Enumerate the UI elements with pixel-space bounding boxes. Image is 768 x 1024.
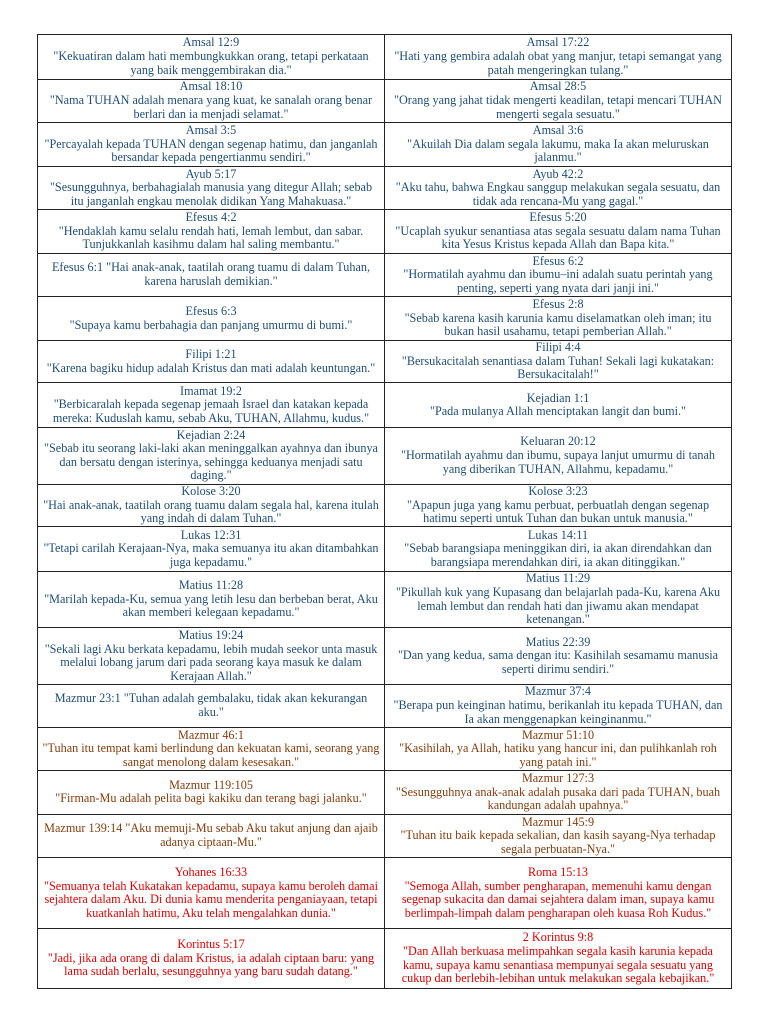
- verse-row: [38, 814, 732, 858]
- verse-cell: [38, 771, 385, 815]
- verse-text: "Dan yang kedua, sama dengan itu: Kasihilah sesamamu manusia seperti dirimu sendiri.": [397, 648, 719, 677]
- verse-text: "Hormatilah ayahmu dan ibumu, supaya lanjut umurmu di tanah yang diberikan TUHAN, Allahmu, kepadamu.": [401, 447, 715, 476]
- verse-reference: Efesus 6:2: [532, 253, 584, 268]
- verse-reference: Matius 19:24: [178, 628, 244, 643]
- verse-text: "Karena bagiku hidup adalah Kristus dan mati adalah keuntungan.": [46, 360, 376, 375]
- verse-row: [38, 297, 732, 341]
- verse-cell: [385, 484, 732, 527]
- verse-text: "Berbicaralah kepada segenap jemaah Israel dan katakan kepada mereka: Kuduslah kamu, sebab Aku, TUHAN, Allahmu, kudus.": [52, 397, 370, 425]
- verse-cell: [385, 727, 732, 771]
- verse-text: "Semuanya telah Kukatakan kepadamu, supaya kamu beroleh damai sejahtera dalam Aku. Di dunia kamu menderita penganiayaan, tetapi kuatkanlah hatimu, Aku telah mengalahkan dunia.": [44, 878, 378, 920]
- verse-text: "Tuhan itu baik kepada sekalian, dan kasih sayang-Nya terhadap segala perbuatan-Nya.": [400, 828, 716, 856]
- verse-text: "Kasihilah, ya Allah, hatiku yang hancur ini, dan pulihkanlah roh yang patah ini.": [399, 741, 717, 769]
- verse-cell: [38, 858, 385, 929]
- verse-cell: [38, 79, 385, 123]
- verse-row: [38, 79, 732, 123]
- verse-cell: [38, 383, 385, 428]
- verse-cell: [385, 527, 732, 572]
- verse-text: "Nama TUHAN adalah menara yang kuat, ke sanalah orang benar berlari dan ia menjadi selamat.": [49, 93, 373, 121]
- verse-reference: Mazmur 51:10: [521, 727, 595, 742]
- verse-cell: [385, 771, 732, 815]
- verse-text: "Dan Allah berkuasa melimpahkan segala kasih karunia kepada kamu, supaya kamu senantiasa mempunyai segala sesuatu yang cukup dan berlebih-lebihan untuk melakukan segala kebajikan.": [401, 943, 715, 986]
- verse-text: "Akuilah Dia dalam segala lakumu, maka Ia akan meluruskan jalanmu.": [407, 136, 709, 165]
- verse-cell: [385, 858, 732, 929]
- verse-reference: Mazmur 139:14: [44, 821, 123, 836]
- verse-reference: Ayub 42:2: [532, 166, 584, 181]
- verse-reference: Roma 15:13: [528, 865, 588, 880]
- verse-row: [38, 527, 732, 572]
- verse-row: [38, 484, 732, 527]
- verse-cell: [38, 210, 385, 254]
- verse-reference: Amsal 3:6: [532, 122, 584, 137]
- verse-table: [37, 34, 732, 989]
- verse-cell: [38, 297, 385, 341]
- verse-cell: [385, 929, 732, 989]
- verse-text: "Hati yang gembira adalah obat yang manjur, tetapi semangat yang patah mengeringkan tulang.": [394, 48, 722, 77]
- verse-reference: Lukas 12:31: [180, 527, 242, 542]
- verse-text: "Semoga Allah, sumber pengharapan, memenuhi kamu dengan segenap sukacita dan damai sejahtera dalam iman, supaya kamu berlimpah-limpah dalam pengharapan oleh kuasa Roh Kudus.": [401, 878, 715, 920]
- verse-text: "Sebab karena kasih karunia kamu diselamatkan oleh iman; itu bukan hasil usahamu, tetapi pemberian Allah.": [404, 310, 712, 339]
- verse-row: [38, 123, 732, 167]
- verse-row: [38, 685, 732, 728]
- verse-reference: Matius 11:29: [525, 571, 591, 586]
- verse-text: "Orang yang jahat tidak mengerti keadilan, tetapi mencari TUHAN mengerti segala sesuatu.": [394, 93, 722, 121]
- verse-cell: [38, 253, 385, 297]
- verse-text: "Hai anak-anak, taatilah orang tuamu di dalam Tuhan, karena haruslah demikian.": [106, 260, 371, 288]
- verse-reference: Lukas 14:11: [527, 527, 589, 542]
- verse-row: [38, 166, 732, 210]
- verse-row: [38, 628, 732, 685]
- verse-row: [38, 340, 732, 383]
- verse-reference: Amsal 28:5: [529, 79, 587, 94]
- verse-reference: Efesus 5:20: [529, 210, 587, 225]
- verse-cell: [385, 297, 732, 341]
- verse-text: "Sesungguhnya, berbahagialah manusia yang ditegur Allah; sebab itu janganlah engkau menolak didikan Yang Mahakuasa.": [49, 180, 373, 208]
- verse-reference: Filipi 1:21: [185, 347, 237, 361]
- verse-text: "Percayalah kepada TUHAN dengan segenap hatimu, dan janganlah bersandar kepada pengertianmu sendiri.": [44, 136, 378, 165]
- verse-cell: [38, 628, 385, 685]
- verse-cell: [38, 527, 385, 572]
- verse-text: "Berapa pun keinginan hatimu, berikanlah itu kepada TUHAN, dan Ia akan menggenapkan keinginanmu.": [393, 698, 723, 726]
- verse-row: [38, 929, 732, 989]
- verse-row: [38, 571, 732, 628]
- verse-row: [38, 35, 732, 80]
- verse-table-body: [38, 35, 732, 989]
- verse-reference: Amsal 18:10: [179, 79, 243, 94]
- verse-row: [38, 427, 732, 484]
- verse-row: [38, 253, 732, 297]
- verse-cell: [38, 35, 385, 80]
- verse-reference: Filipi 4:4: [535, 340, 581, 355]
- verse-text: "Bersukacitalah senantiasa dalam Tuhan! Sekali lagi kukatakan: Bersukacitalah!": [401, 353, 715, 382]
- verse-text: "Sekali lagi Aku berkata kepadamu, lebih mudah seekor unta masuk melalui lobang jarum dari pada seorang kaya masuk ke dalam Kerajaan Allah.": [44, 641, 378, 683]
- verse-cell: [38, 929, 385, 989]
- verse-cell: [385, 427, 732, 484]
- verse-text: "Pikullah kuk yang Kupasang dan belajarlah pada-Ku, karena Aku lemah lembut dan rendah hati dan jiwamu akan mendapat ketenangan.": [395, 584, 721, 627]
- verse-text: "Tuhan itu tempat kami berlindung dan kekuatan kami, seorang yang sangat menolong dalam kesesakan.": [42, 741, 380, 769]
- verse-cell: [385, 35, 732, 80]
- verse-cell: [385, 340, 732, 383]
- verse-cell: [385, 123, 732, 167]
- verse-reference: Korintus 5:17: [177, 937, 245, 952]
- verse-cell: [38, 727, 385, 771]
- verse-reference: Amsal 3:5: [185, 122, 237, 137]
- verse-text: "Pada mulanya Allah menciptakan langit dan bumi.": [429, 404, 686, 419]
- verse-reference: Matius 22:39: [525, 634, 591, 649]
- verse-cell: [38, 166, 385, 210]
- verse-text: "Hendaklah kamu selalu rendah hati, lemah lembut, dan sabar. Tunjukkanlah kasihmu dalam hal saling membantu.": [58, 223, 364, 252]
- verse-cell: [38, 427, 385, 484]
- verse-cell: [38, 571, 385, 628]
- verse-text: "Sesungguhnya anak-anak adalah pusaka dari pada TUHAN, buah kandungan adalah upahnya.": [395, 784, 721, 813]
- verse-reference: 2 Korintus 9:8: [522, 930, 594, 945]
- verse-row: [38, 771, 732, 815]
- verse-reference: Efesus 6:1: [51, 260, 104, 275]
- verse-reference: Kejadian 2:24: [176, 427, 246, 442]
- verse-reference: Efesus 6:3: [185, 303, 237, 318]
- verse-text: "Hormatilah ayahmu dan ibumu–ini adalah suatu perintah yang penting, seperti yang nyata dari janji ini.": [403, 267, 713, 295]
- verse-cell: [38, 814, 385, 858]
- verse-reference: Amsal 12:9: [182, 35, 240, 50]
- verse-cell: [38, 340, 385, 383]
- verse-reference: Yohanes 16:33: [174, 865, 248, 880]
- verse-text: "Sebab itu seorang laki-laki akan meninggalkan ayahnya dan ibunya dan bersatu dengan isterinya, sehingga keduanya menjadi satu daging.": [44, 441, 378, 483]
- verse-reference: Amsal 17:22: [526, 35, 590, 50]
- verse-text: "Aku memuji-Mu sebab Aku takut anjung dan ajaib adanya ciptaan-Mu.": [125, 821, 378, 849]
- verse-text: "Jadi, jika ada orang di dalam Kristus, ia adalah ciptaan baru: yang lama sudah berlalu, sesungguhnya yang baru sudah datang.": [47, 950, 375, 979]
- verse-cell: [385, 166, 732, 210]
- verse-cell: [385, 210, 732, 254]
- verse-cell: [385, 685, 732, 728]
- verse-reference: Ayub 5:17: [185, 166, 237, 181]
- verse-reference: Mazmur 127:3: [521, 771, 595, 786]
- verse-cell: [385, 628, 732, 685]
- verse-text: "Firman-Mu adalah pelita bagi kakiku dan terang bagi jalanku.": [55, 791, 367, 806]
- verse-reference: Keluaran 20:12: [520, 434, 596, 449]
- verse-cell: [38, 123, 385, 167]
- verse-reference: Kolose 3:23: [528, 484, 588, 498]
- verse-reference: Efesus 4:2: [185, 210, 237, 225]
- verse-reference: Efesus 2:8: [532, 297, 584, 312]
- verse-cell: [38, 484, 385, 527]
- verse-cell: [385, 253, 732, 297]
- verse-reference: Kejadian 1:1: [526, 390, 590, 405]
- verse-row: [38, 383, 732, 428]
- verse-text: "Kekuatiran dalam hati membungkukkan orang, tetapi perkataan yang baik menggembirakan dia.": [53, 48, 369, 77]
- verse-cell: [385, 79, 732, 123]
- verse-row: [38, 210, 732, 254]
- verse-reference: Mazmur 37:4: [524, 684, 591, 699]
- verse-row: [38, 858, 732, 929]
- verse-cell: [385, 571, 732, 628]
- verse-text: "Aku tahu, bahwa Engkau sanggup melakukan segala sesuatu, dan tidak ada rencana-Mu yang gagal.": [395, 180, 721, 208]
- verse-cell: [385, 814, 732, 858]
- verse-reference: Mazmur 145:9: [521, 814, 595, 829]
- verse-cell: [385, 383, 732, 428]
- verse-text: "Sebab barangsiapa meninggikan diri, ia akan direndahkan dan barangsiapa merendahkan diri, ia akan ditinggikan.": [404, 541, 712, 569]
- verse-reference: Mazmur 46:1: [177, 727, 244, 742]
- verse-text: "Tetapi carilah Kerajaan-Nya, maka semuanya itu akan ditambahkan juga kepadamu.": [43, 541, 379, 569]
- verse-reference: Imamat 19:2: [180, 383, 242, 398]
- verse-text: "Hai anak-anak, taatilah orang tuamu dalam segala hal, karena itulah yang indah di dalam Tuhan.": [43, 497, 379, 526]
- verse-text: "Marilah kepada-Ku, semua yang letih lesu dan berbeban berat, Aku akan memberi kelegaan kepadamu.": [44, 591, 378, 620]
- verse-reference: Kolose 3:20: [181, 484, 241, 498]
- verse-text: "Ucaplah syukur senantiasa atas segala sesuatu dalam nama Tuhan kita Yesus Kristus kepada Allah dan Bapa kita.": [395, 223, 721, 252]
- verse-reference: Mazmur 119:105: [169, 777, 253, 792]
- verse-cell: [38, 685, 385, 728]
- verse-text: "Tuhan adalah gembalaku, tidak akan kekurangan aku.": [123, 691, 368, 719]
- verse-text: "Apapun juga yang kamu perbuat, perbuatlah dengan segenap hatimu seperti untuk Tuhan dan bukan untuk manusia.": [406, 497, 710, 526]
- verse-reference: Matius 11:28: [178, 578, 244, 593]
- verse-row: [38, 727, 732, 771]
- verse-reference: Mazmur 23:1: [54, 691, 121, 706]
- verse-text: "Supaya kamu berbahagia dan panjang umurmu di bumi.": [69, 317, 353, 332]
